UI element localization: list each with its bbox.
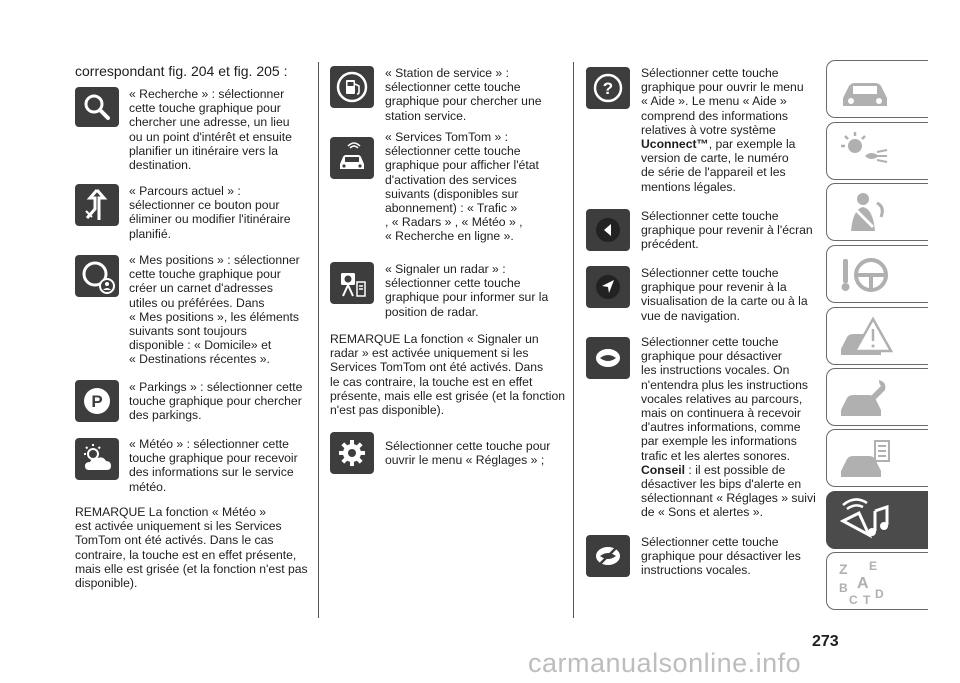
- seatbelt-safety-icon: [835, 187, 895, 239]
- aide-description: Sélectionner cette touche graphique pour ouvrir le menu « Aide ». Le menu « Aide » comprend des informations relatives à votre système Uconnect™, par exemple la version de carte, le numéro de série de l'appareil et les mentions légales.: [641, 66, 804, 194]
- section-heading: correspondant fig. 204 et fig. 205 :: [75, 63, 288, 79]
- chapter-tab-technical[interactable]: [826, 429, 928, 487]
- multimedia-music-icon: [835, 495, 895, 547]
- mute-voice-icon: [586, 337, 630, 379]
- meteo-description: « Météo » : sélectionner cette touche graphique pour recevoir des informations sur le service météo.: [129, 437, 298, 494]
- voix-description: Sélectionner cette touche graphique pour désactiver les instructions vocales.: [641, 535, 801, 578]
- chapter-tab-lights[interactable]: [826, 122, 928, 180]
- chapter-tab-safety[interactable]: [826, 183, 928, 241]
- recherche-description: « Recherche » : sélectionner cette touche graphique pour chercher une adresse, un lieu ou un point d'intérêt et ensuite planifier un itinéraire vers la destination.: [129, 87, 292, 173]
- svg-text:P: P: [91, 392, 103, 411]
- radar-description: « Signaler un radar » : sélectionner cette touche graphique pour informer sur la position de radar.: [385, 262, 549, 319]
- settings-gear-icon: [330, 432, 374, 474]
- fuel-station-icon: [330, 66, 374, 108]
- chapter-tab-maintenance[interactable]: [826, 368, 928, 426]
- conseil-label: Conseil: [641, 462, 686, 477]
- voice-off-icon: [586, 535, 630, 577]
- maintenance-icon: [835, 372, 895, 424]
- services-description: « Services TomTom » : sélectionner cette touche graphique pour afficher l'état d'activation des services suivants (disponibles sur abonnement) : « Trafic » , « Radars » , « Météo » , « Recherche en ligne ».: [385, 130, 539, 244]
- search-icon: [75, 87, 119, 127]
- current-route-icon: [75, 184, 119, 226]
- svg-text:B: B: [839, 581, 848, 595]
- carte-description: Sélectionner cette touche graphique pour revenir à la visualisation de la carte ou à la vue de navigation.: [641, 266, 808, 323]
- meteo-remark: REMARQUE La fonction « Météo » est activée uniquement si les Services TomTom ont été activés. Dans le cas contraire, la touche est en effet présente, mais elle est grisée (et la fonction n'est pas disponible).: [75, 505, 308, 591]
- breakdown-warning-icon: [835, 311, 895, 363]
- column-divider: [573, 62, 574, 618]
- back-icon: [586, 209, 630, 251]
- svg-text:D: D: [875, 587, 884, 601]
- steering-wheel-key-icon: [835, 249, 895, 301]
- radar-remark: REMARQUE La fonction « Signaler un radar » est activée uniquement si les Services TomTom ont été activés. Dans le cas contraire, la touche est en effet présente, mais elle est grisée (et la fonction n'est pas disponible).: [330, 332, 566, 418]
- chapter-tab-multimedia[interactable]: [826, 491, 928, 549]
- my-places-icon: [75, 255, 119, 297]
- technical-data-icon: [835, 433, 895, 485]
- car-dashboard-icon: [835, 64, 895, 116]
- svg-text:C: C: [849, 593, 858, 607]
- tomtom-services-icon: [330, 137, 374, 179]
- svg-text:Z: Z: [839, 561, 848, 577]
- parkings-description: « Parkings » : sélectionner cette touche graphique pour chercher des parkings.: [129, 380, 303, 423]
- weather-icon: [75, 438, 119, 480]
- reglages-description: Sélectionner cette touche pour ouvrir le menu « Réglages » ;: [385, 439, 551, 468]
- help-icon: [586, 67, 630, 109]
- svg-text:E: E: [869, 559, 878, 573]
- chapter-tab-starting[interactable]: [826, 245, 928, 303]
- chapter-tab-index[interactable]: [826, 552, 928, 610]
- svg-text:A: A: [857, 575, 869, 592]
- speed-camera-icon: [330, 262, 374, 304]
- svg-text:T: T: [863, 593, 871, 607]
- watermark: carmanualsonline.info: [528, 648, 802, 678]
- retour-description: Sélectionner cette touche graphique pour revenir à l'écran précédent.: [641, 209, 813, 252]
- chapter-tab-emergency[interactable]: [826, 307, 928, 365]
- positions-description: « Mes positions » : sélectionner cette touche graphique pour créer un carnet d'adresses utiles ou préférées. Dans « Mes positions », les éléments suivants sont toujours disponible : « Domicile» et « Destinations récentes ».: [129, 253, 300, 367]
- station-description: « Station de service » : sélectionner cette touche graphique pour chercher une station service.: [385, 66, 542, 123]
- page-number: 273: [812, 633, 839, 650]
- chapter-tab-vehicle[interactable]: [826, 60, 928, 118]
- svg-text:?: ?: [602, 79, 614, 98]
- column-divider: [318, 62, 319, 618]
- muet-description: Sélectionner cette touche graphique pour désactiver les instructions vocales. On n'entendra plus les instructions vocales relatives au parcours, mais on continuera à recevoir d'autres informations, comme par exemple les informations trafic et les alertes sonores. Conseil : il est possible de désactiver les bips d'alerte en sélectionnant « Réglages » suivi de « Sons et alertes ».: [641, 335, 816, 520]
- parcours-description: « Parcours actuel » : sélectionner ce bouton pour éliminer ou modifier l'itinéraire planifié.: [129, 184, 291, 241]
- alphabetical-index-icon: [835, 556, 895, 608]
- brand-name: Uconnect™: [641, 137, 709, 152]
- map-view-icon: [586, 266, 630, 308]
- lights-icon: [835, 126, 895, 178]
- parking-icon: [75, 380, 119, 422]
